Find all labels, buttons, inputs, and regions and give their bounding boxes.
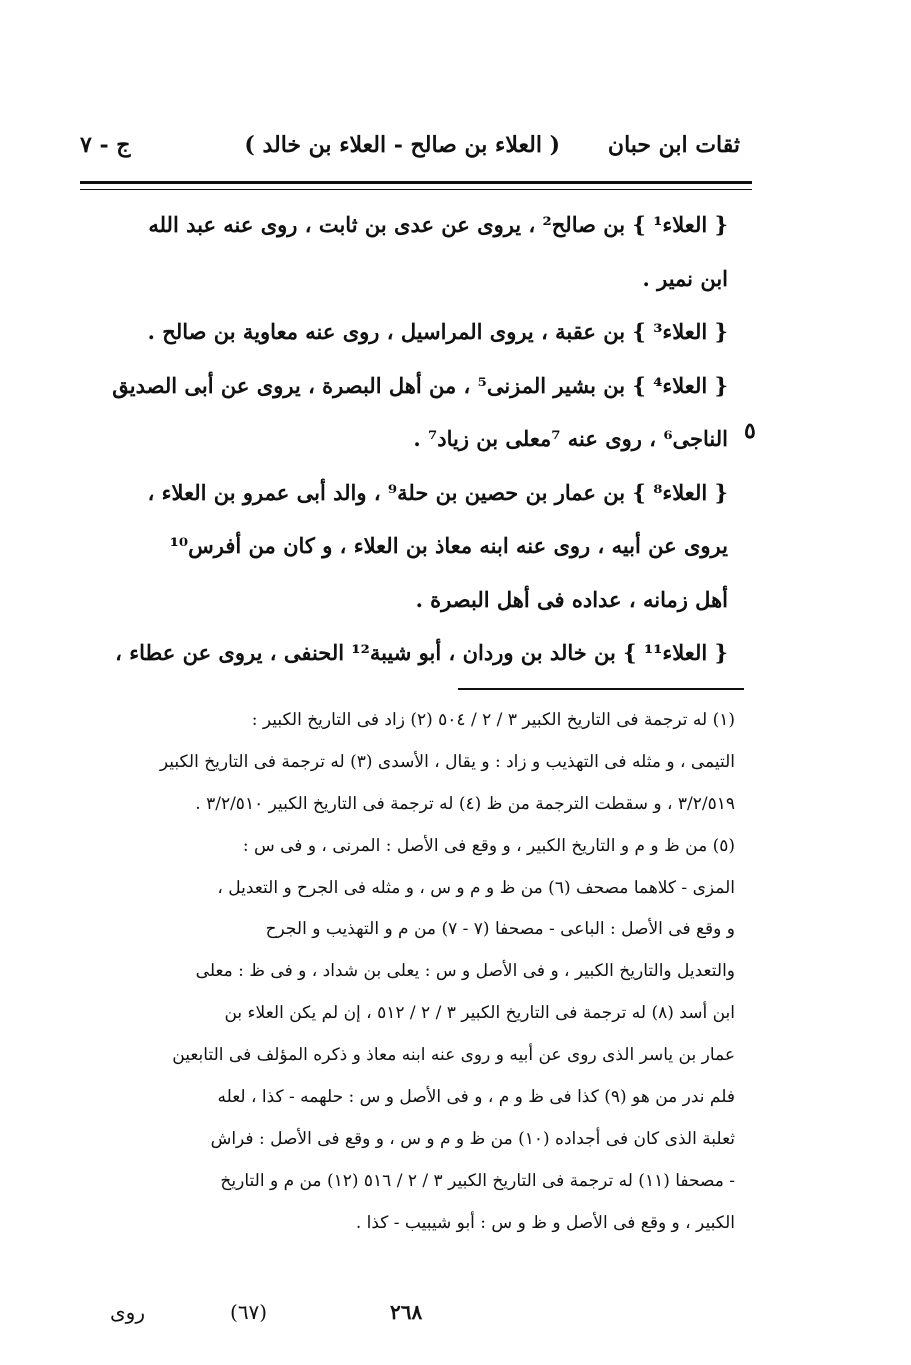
volume-label: ج - ٧ xyxy=(80,132,131,158)
footnote-line: الكبير ، و وقع فى الأصل و ظ و س : أبو شيبيب - كذا . xyxy=(355,1212,735,1233)
header-rule-thin xyxy=(80,189,752,190)
main-text xyxy=(80,198,728,680)
footnote-line: (١) له ترجمة فى التاريخ الكبير ٣ / ٢ / ٥٠٤ (٢) زاد فى التاريخ الكبير : xyxy=(251,710,735,730)
line-number-marker: ٥ xyxy=(744,418,756,444)
text-line: الناجى⁶ ، روى عنه ⁷معلى بن زياد⁷ . xyxy=(413,426,728,451)
book-title: ثقات ابن حبان xyxy=(607,132,740,158)
text-line: ابن نمير . xyxy=(642,265,728,291)
text-line: { العلاء¹ } بن صالح² ، يروى عن عدى بن ثابت ، روى عنه عبد الله xyxy=(148,212,728,237)
footnote-line: ثعلبة الذى كان فى أجداده (١٠) من ظ و م و س ، و وقع فى الأصل : فراش xyxy=(210,1128,735,1149)
text-line: أهل زمانه ، عداده فى أهل البصرة . xyxy=(415,586,728,612)
footnote-line: التيمى ، و مثله فى التهذيب و زاد : و يقال ، الأسدى (٣) له ترجمة فى التاريخ الكبير xyxy=(159,751,735,772)
page-footer xyxy=(80,1300,480,1340)
footnote-line: (٥) من ظ و م و التاريخ الكبير ، و وقع فى الأصل : المرنى ، و فى س : xyxy=(242,835,735,856)
footnote-line: - مصحفا (١١) له ترجمة فى التاريخ الكبير ٣ / ٢ / ٥١٦ (١٢) من م و التاريخ xyxy=(220,1170,735,1191)
footnote-line: عمار بن ياسر الذى روى عن أبيه و روى عنه ابنه معاذ و ذكره المؤلف فى التابعين xyxy=(172,1045,735,1066)
footnote-line: والتعديل والتاريخ الكبير ، و فى الأصل و س : يعلى بن شداد ، و فى ظ : معلى xyxy=(195,961,735,982)
footnote-line: ٣/٢/٥١٩ ، و سقطت الترجمة من ظ (٤) له ترجمة فى التاريخ الكبير ٣/٢/٥١٠ . xyxy=(195,793,735,814)
catchword: روى xyxy=(110,1300,145,1324)
footnote-line: ابن أسد (٨) له ترجمة فى التاريخ الكبير ٣ / ٢ / ٥١٢ ، إن لم يكن العلاء بن xyxy=(224,1003,735,1024)
text-line: يروى عن أبيه ، روى عنه ابنه معاذ بن العلاء ، و كان من أفرس¹⁰ xyxy=(169,533,728,558)
footnotes xyxy=(80,700,735,1245)
page-number: ٢٦٨ xyxy=(390,1300,423,1324)
footnote-line: فلم ندر من هو (٩) كذا فى ظ و م ، و فى الأصل و س : حلهمه - كذا ، لعله xyxy=(217,1087,735,1108)
original-page-number: (٦٧) xyxy=(230,1300,268,1324)
running-header xyxy=(80,132,740,176)
entry-range: ( العلاء بن صالح - العلاء بن خالد ) xyxy=(244,132,560,158)
text-line: { العلاء⁸ } بن عمار بن حصين بن حلة⁹ ، والد أبى عمرو بن العلاء ، xyxy=(147,479,728,505)
footnote-line: المزى - كلاهما مصحف (٦) من ظ و م و س ، و مثله فى الجرح و التعديل ، xyxy=(217,877,735,898)
text-line: { العلاء⁴ } بن بشير المزنى⁵ ، من أهل البصرة ، يروى عن أبى الصديق xyxy=(112,372,728,398)
text-line: { العلاء¹¹ } بن خالد بن وردان ، أبو شيبة¹² الحنفى ، يروى عن عطاء ، xyxy=(115,640,728,665)
footnote-line: و وقع فى الأصل : الباعى - مصحفا (٧ - ٧) من م و التهذيب و الجرح xyxy=(265,919,735,940)
text-line: { العلاء³ } بن عقبة ، يروى المراسيل ، روى عنه معاوية بن صالح . xyxy=(147,319,728,344)
footnote-separator xyxy=(458,688,744,690)
header-rule xyxy=(80,181,752,184)
